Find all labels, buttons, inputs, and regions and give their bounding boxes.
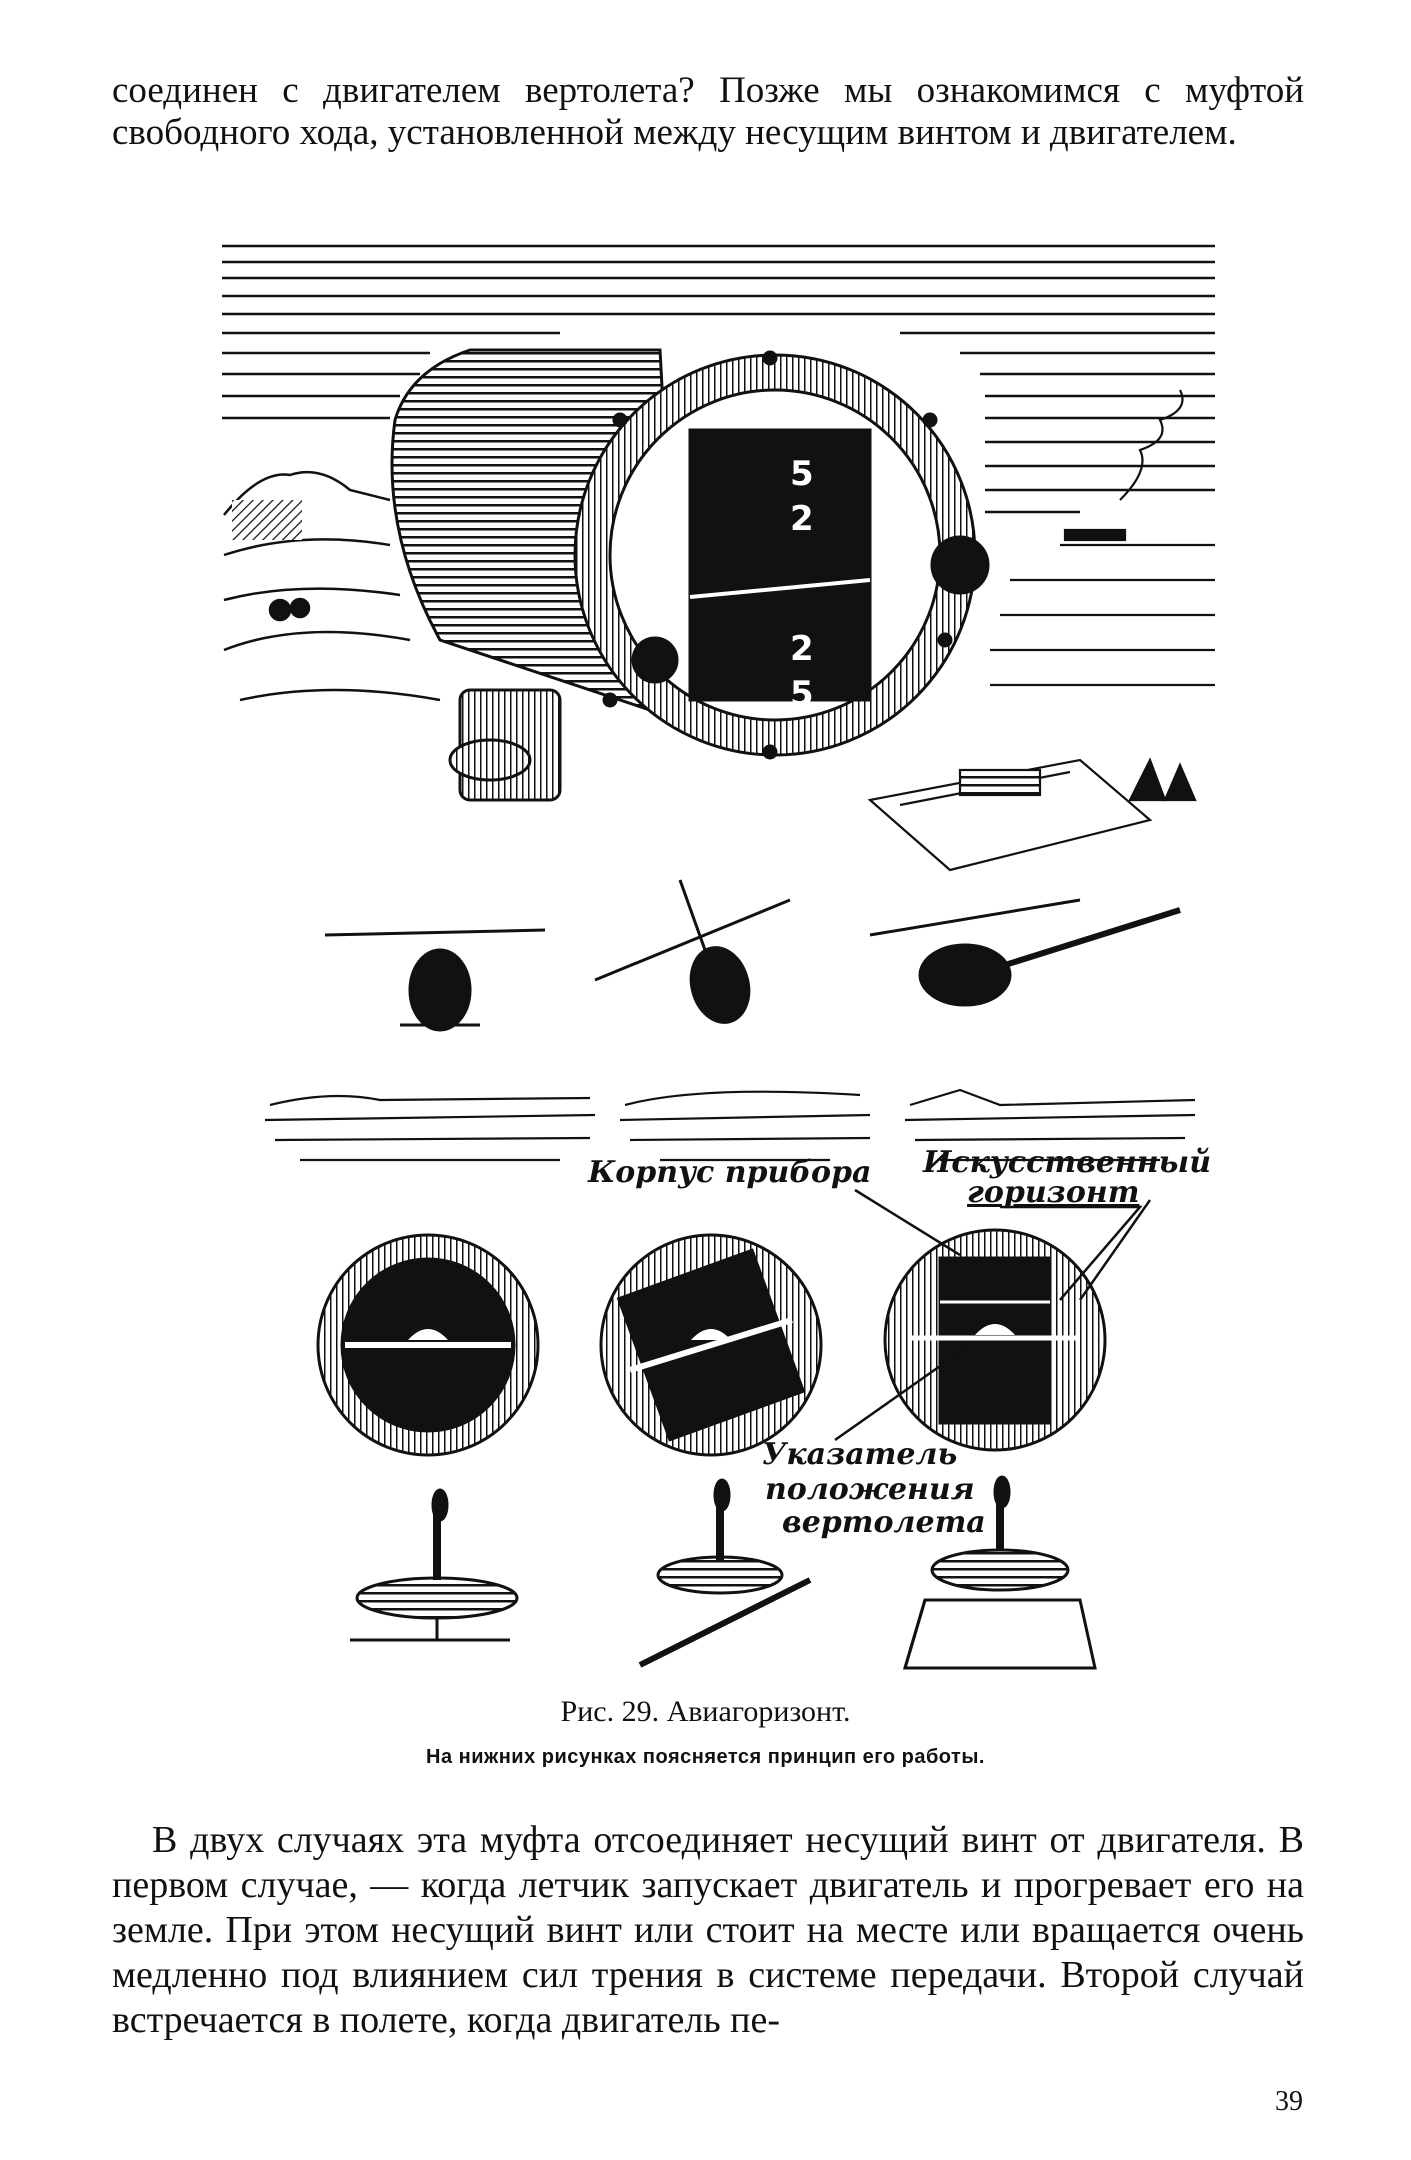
label-artificial-horizon-line2: горизонт	[967, 1175, 1140, 1210]
dial-2	[601, 1235, 821, 1455]
figure-caption-subtitle: На нижних рисунках поясняется принцип его работы.	[426, 1746, 985, 1768]
bottom-paragraph	[112, 1818, 1304, 2043]
label-instrument-case: Корпус прибора	[588, 1155, 872, 1190]
instrument	[392, 350, 988, 800]
digit-top-5: 5	[790, 454, 814, 494]
digit-bottom-2: 2	[790, 629, 814, 669]
label-indicator-line2: положения	[765, 1472, 975, 1507]
label-indicator-line3: вертолета	[782, 1505, 986, 1540]
figure-caption-title: Рис. 29. Авиагоризонт.	[560, 1695, 851, 1728]
dial-1	[318, 1235, 538, 1455]
digit-top-2: 2	[790, 499, 814, 539]
digit-bottom-5: 5	[790, 674, 814, 714]
bottom-paragraph-text: В двух случаях эта муфта отсоединяет несущий винт от двигателя. В первом случае, — когда летчик запускает двигатель и прогревает его на земле. При этом несущий винт или стоит на месте или вращается очень медленно под влиянием сил трения в системе передачи. Второй случай встречается в полете, когда двигатель пе-	[112, 1819, 1304, 2041]
label-artificial-horizon-line1: Искусственный	[923, 1145, 1212, 1180]
dial-3	[885, 1230, 1105, 1450]
top-1	[350, 1490, 517, 1640]
top-paragraph: соединен с двигателем вертолета? Позже мы ознакомимся с муфтой свободного хода, установленной между несущим винтом и двигателем.	[112, 70, 1304, 153]
label-indicator-line1: Указатель	[762, 1437, 958, 1472]
page-number: 39	[1275, 2086, 1303, 2117]
dials	[318, 1230, 1105, 1455]
helicopters	[325, 880, 1180, 1030]
